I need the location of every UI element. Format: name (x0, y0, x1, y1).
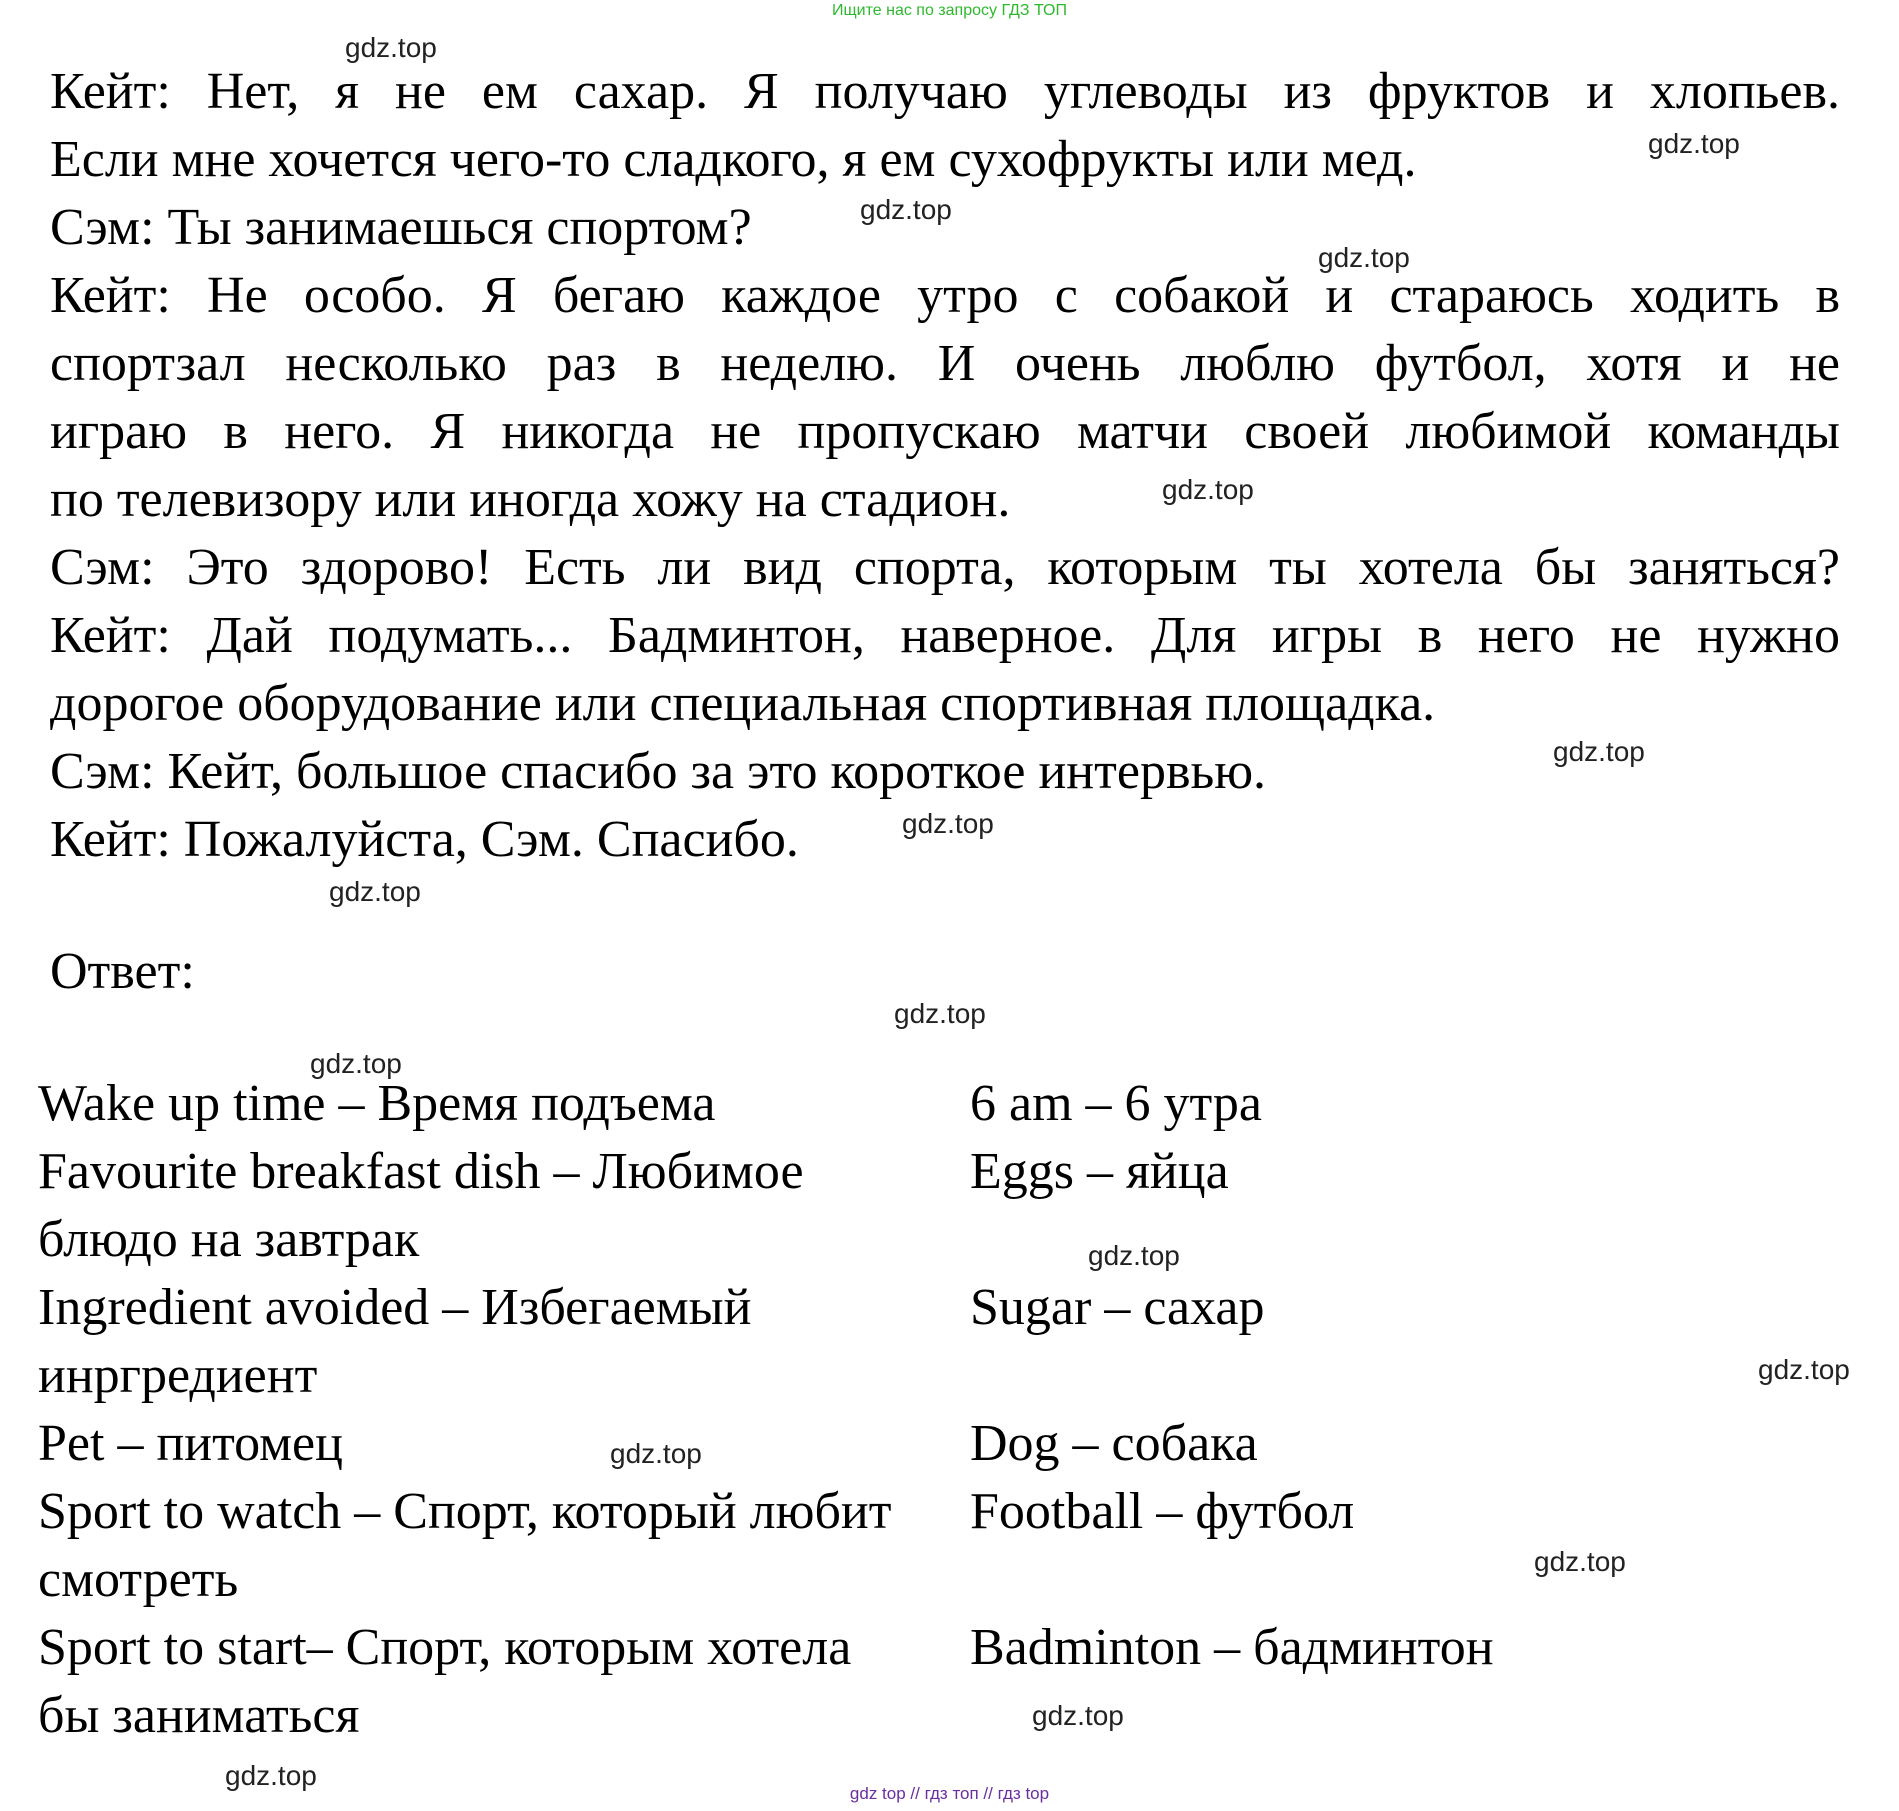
watermark-text: gdz.top (1758, 1354, 1850, 1385)
dialogue-line: дорогое оборудование или специальная спортивная площадка. (50, 675, 1436, 732)
answer-value: 6 am – 6 утра (970, 1075, 1262, 1132)
dialogue-line: по телевизору или иногда хожу на стадион. (50, 471, 1011, 528)
watermark-text: gdz.top (329, 876, 421, 907)
answer-label: Sport to watch – Спорт, который любит смотреть (38, 1483, 892, 1608)
watermark-text: gdz.top (1162, 474, 1254, 505)
answer-value: Dog – собака (970, 1415, 1258, 1472)
dialogue-line: Кейт: Не особо. Я бегаю каждое утро с собакой и стараюсь ходить в (50, 267, 1840, 324)
watermark-text: gdz.top (1534, 1546, 1626, 1577)
footer-links[interactable]: gdz top // гдз топ // гдз top (849, 1784, 1050, 1803)
dialogue-line: спортзал несколько раз в неделю. И очень люблю футбол, хотя и не (50, 335, 1840, 392)
watermark-text: gdz.top (1318, 242, 1410, 273)
dialogue-line: играю в него. Я никогда не пропускаю матчи своей любимой команды (50, 403, 1840, 460)
watermark-text: gdz.top (1088, 1240, 1180, 1271)
answer-heading: Ответ: (50, 943, 195, 1000)
watermark-text: gdz.top (1032, 1700, 1124, 1731)
answer-value: Sugar – сахар (970, 1279, 1265, 1336)
watermark-text: gdz.top (345, 32, 437, 63)
dialogue-line: Сэм: Кейт, большое спасибо за это короткое интервью. (50, 743, 1267, 800)
watermark-text: gdz.top (310, 1048, 402, 1079)
answer-value: Badminton – бадминтон (970, 1619, 1494, 1676)
dialogue-line: Сэм: Ты занимаешься спортом? (50, 199, 752, 256)
dialogue-line: Кейт: Нет, я не ем сахар. Я получаю углеводы из фруктов и хлопьев. (50, 63, 1840, 120)
answer-value: Football – футбол (970, 1483, 1355, 1540)
watermark-text: gdz.top (1648, 128, 1740, 159)
answer-label: Favourite breakfast dish – Любимое блюдо на завтрак (38, 1143, 804, 1268)
top-search-banner[interactable]: Ищите нас по запросу ГДЗ ТОП (832, 2, 1067, 19)
watermark-text: gdz.top (225, 1760, 317, 1791)
watermark-text: gdz.top (860, 194, 952, 225)
answer-label: Ingredient avoided – Избегаемый инргредиент (38, 1279, 752, 1404)
answer-label: Pet – питомец (38, 1415, 343, 1472)
watermark-text: gdz.top (902, 808, 994, 839)
watermark-text: gdz.top (610, 1438, 702, 1469)
dialogue-line: Кейт: Дай подумать... Бадминтон, наверное. Для игры в него не нужно (50, 607, 1840, 664)
answer-label: Sport to start– Спорт, которым хотела бы заниматься (38, 1619, 852, 1744)
answer-value: Eggs – яйца (970, 1143, 1229, 1200)
watermark-text: gdz.top (894, 998, 986, 1029)
watermark-text: gdz.top (1553, 736, 1645, 767)
answer-label: Wake up time – Время подъема (38, 1075, 716, 1132)
dialogue-line: Если мне хочется чего-то сладкого, я ем сухофрукты или мед. (50, 131, 1417, 188)
dialogue-line: Кейт: Пожалуйста, Сэм. Спасибо. (50, 811, 799, 868)
dialogue-line: Сэм: Это здорово! Есть ли вид спорта, которым ты хотела бы заняться? (50, 539, 1840, 596)
